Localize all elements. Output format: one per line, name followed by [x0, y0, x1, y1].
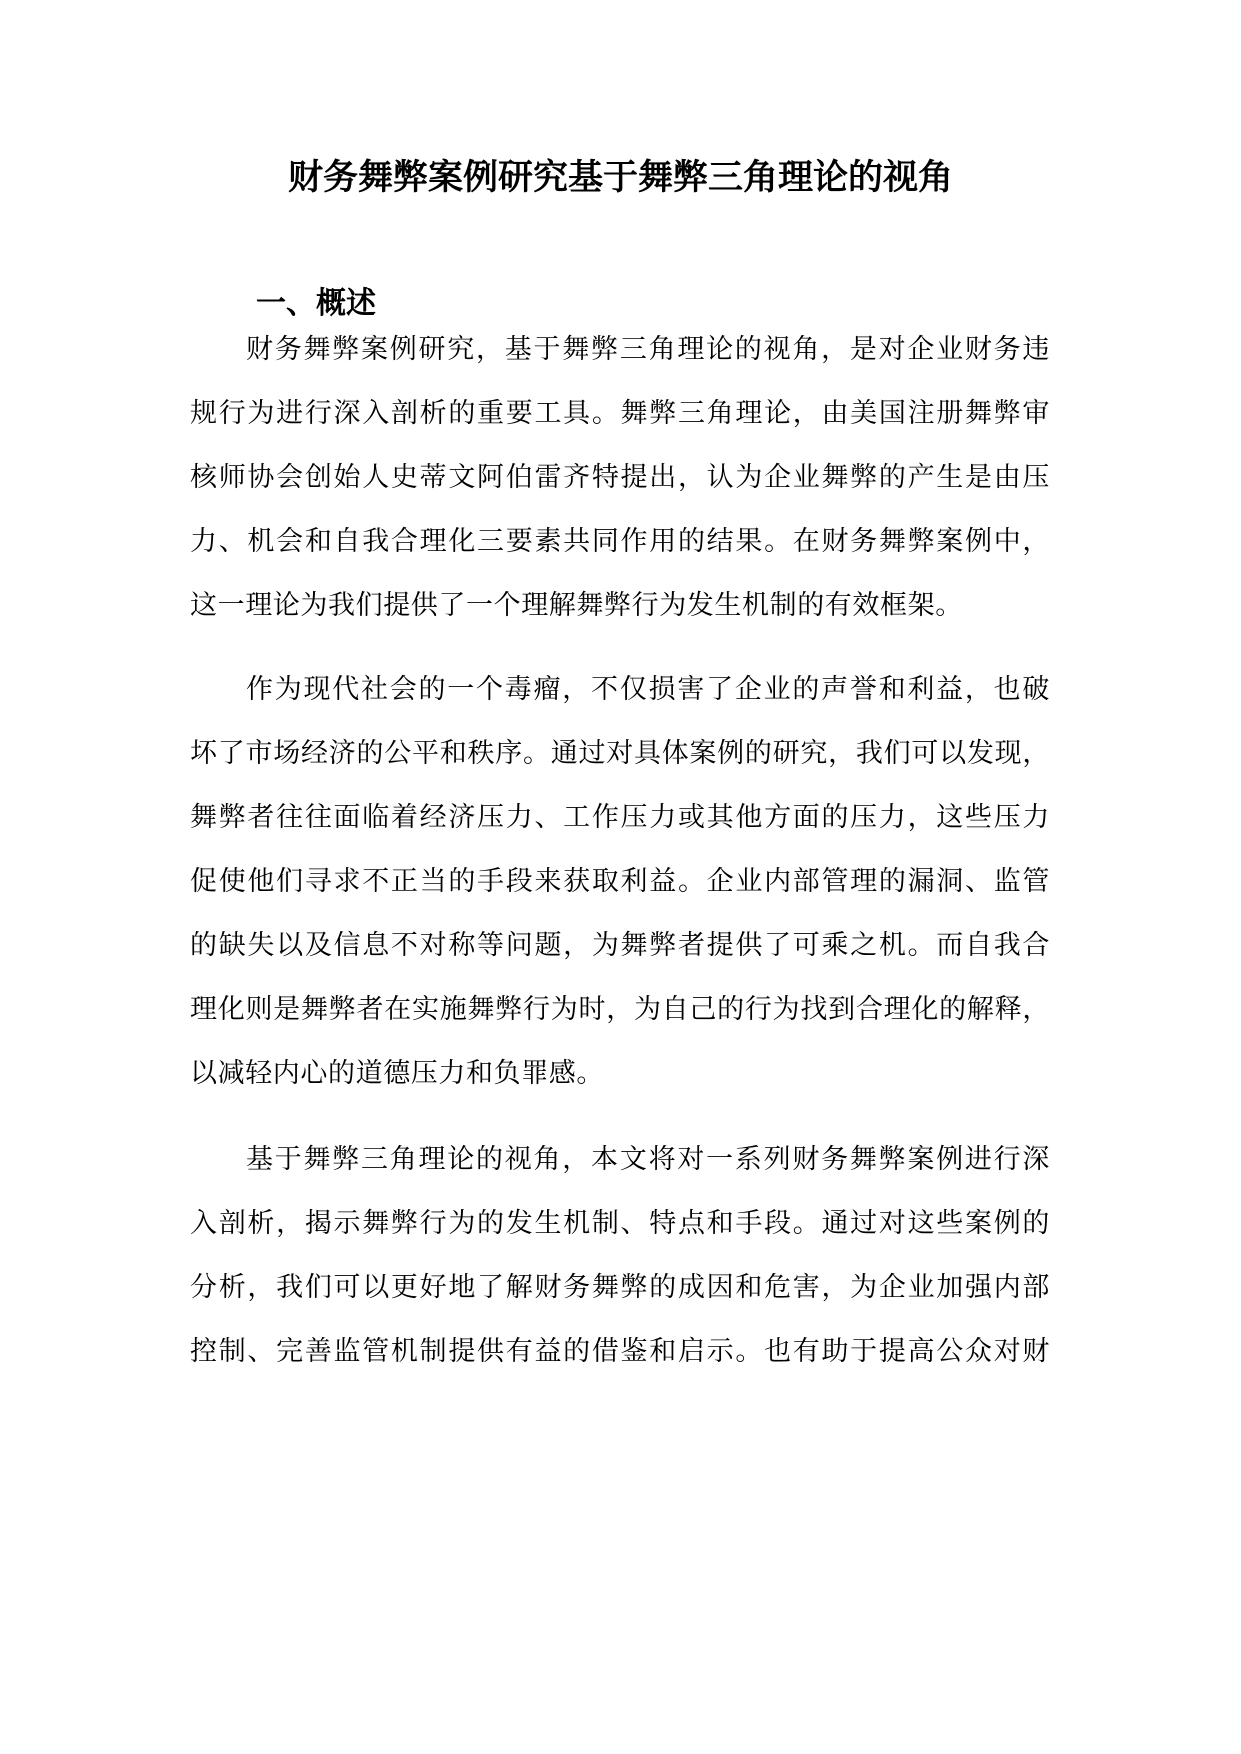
- paragraph-line: 舞弊者往往面临着经济压力、工作压力或其他方面的压力，这些压力: [190, 802, 1050, 833]
- paragraph-line: 入剖析，揭示舞弊行为的发生机制、特点和手段。通过对这些案例的: [190, 1208, 1050, 1239]
- paragraph-line: 的缺失以及信息不对称等问题，为舞弊者提供了可乘之机。而自我合: [190, 930, 1050, 961]
- paragraph-3: [190, 1128, 1050, 1384]
- paragraph-1: [190, 318, 1050, 638]
- paragraph-line: 核师协会创始人史蒂文阿伯雷齐特提出，认为企业舞弊的产生是由压: [190, 462, 1050, 493]
- paragraph-line: 促使他们寻求不正当的手段来获取利益。企业内部管理的漏洞、监管: [190, 866, 1050, 897]
- section-heading: 一、概述: [256, 286, 376, 321]
- paragraph-line: 作为现代社会的一个毒瘤，不仅损害了企业的声誉和利益，也破: [246, 674, 1050, 705]
- paragraph-line: 力、机会和自我合理化三要素共同作用的结果。在财务舞弊案例中，: [190, 526, 1050, 557]
- paragraph-line: 规行为进行深入剖析的重要工具。舞弊三角理论，由美国注册舞弊审: [190, 398, 1050, 429]
- paragraph-line: 这一理论为我们提供了一个理解舞弊行为发生机制的有效框架。: [190, 590, 963, 621]
- paragraph-line: 以减轻内心的道德压力和负罪感。: [190, 1058, 604, 1089]
- paragraph-line: 财务舞弊案例研究，基于舞弊三角理论的视角，是对企业财务违: [246, 334, 1050, 365]
- paragraph-line: 控制、完善监管机制提供有益的借鉴和启示。也有助于提高公众对财: [190, 1336, 1050, 1367]
- paragraph-line: 坏了市场经济的公平和秩序。通过对具体案例的研究，我们可以发现，: [190, 738, 1050, 769]
- paragraph-2: [190, 658, 1050, 1106]
- paragraph-line: 理化则是舞弊者在实施舞弊行为时，为自己的行为找到合理化的解释，: [190, 994, 1050, 1025]
- document-title: 财务舞弊案例研究基于舞弊三角理论的视角: [287, 158, 953, 198]
- paragraph-line: 分析，我们可以更好地了解财务舞弊的成因和危害，为企业加强内部: [190, 1272, 1050, 1303]
- paragraph-line: 基于舞弊三角理论的视角，本文将对一系列财务舞弊案例进行深: [246, 1144, 1050, 1175]
